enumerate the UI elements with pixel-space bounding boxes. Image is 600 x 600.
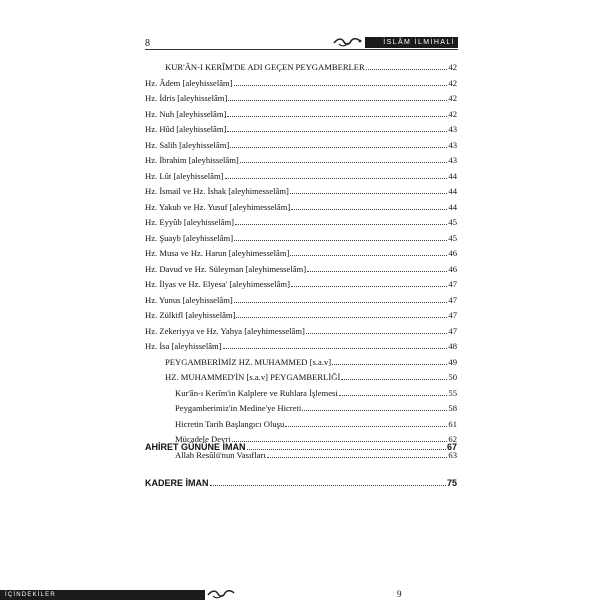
toc-entry [145,151,457,165]
ornament-icon [207,589,235,600]
toc-entry-title: Hz. Yunus [aleyhisselâm] [145,294,233,305]
toc-entry-title: Hz. Davud ve Hz. Süleyman [aleyhimesselâm] [145,263,307,274]
page-number: 8 [145,38,150,49]
toc-entry-page: 47 [448,294,457,305]
toc-entry [175,384,457,398]
toc-entry-title: KUR'ÂN-I KERÎM'DE ADI GEÇEN PEYGAMBERLER [165,62,365,72]
dot-leader [290,193,448,194]
toc-entry-page: 48 [448,341,457,351]
running-header-bar [365,37,458,48]
toc-entry [145,89,457,103]
toc-entry [145,167,457,181]
toc-entry-page: 62 [448,434,457,444]
toc-entry [145,291,457,305]
dot-leader [267,457,448,458]
toc-entry [165,353,457,367]
toc-entry-page: 45 [448,232,457,243]
toc-entry-page: 49 [448,356,457,367]
ornament-icon [333,36,363,48]
toc-entry-title: Hz. Eyyûb [aleyhisselâm] [145,217,235,227]
toc-entry [145,260,457,274]
toc-entry-title: Hz. İlyas ve Hz. Elyesa' [aleyhimesselâm] [145,279,290,289]
toc-entry-page: 63 [448,449,457,460]
dot-leader [225,178,448,179]
toc-entry-title: Peygamberimiz'in Medine'ye Hicreti [175,403,302,413]
dot-leader [339,395,448,396]
footer-running-title: İÇİNDEKİLER [5,592,56,598]
toc-entry-page: 45 [448,217,457,227]
toc-entry-page: 44 [448,170,457,181]
dot-leader [332,364,447,365]
dot-leader [307,271,447,272]
toc-entry-title: Hz. Şuayb [aleyhisselâm] [145,232,234,243]
toc-entry-title: Hz. Hûd [aleyhisselâm] [145,124,227,134]
toc-entry [145,229,457,243]
toc-entry-page: 61 [448,418,457,429]
toc-entry-page: 44 [448,201,457,212]
toc-entry-page: 42 [448,108,457,119]
dot-leader [234,240,447,241]
dot-leader [227,131,447,132]
toc-entry-page: 43 [448,139,457,150]
toc-entry-title: Hz. Yakub ve Hz. Yusuf [aleyhimesselâm] [145,201,291,212]
toc-entry-page: 67 [446,442,457,452]
toc-entry [145,306,457,320]
toc-entry-page: 42 [448,93,457,103]
dot-leader [291,286,447,287]
toc-entry [145,244,457,258]
toc-entry-title: Hz. Musa ve Hz. Harun [aleyhimesselâm] [145,248,290,258]
toc-entry-title: Hz. Salih [aleyhisselâm] [145,139,230,150]
toc-entry-title: HZ. MUHAMMED'İN [s.a.v] PEYGAMBERLİĞİ [165,372,341,382]
toc-entry-page: 46 [448,248,457,258]
toc-entry-page: 43 [448,155,457,165]
toc-entry-title: Hz. İsmail ve Hz. İshak [aleyhimesselâm] [145,186,289,196]
dot-leader [230,147,447,148]
toc-entry-page: 46 [448,263,457,274]
dot-leader [228,100,447,101]
dot-leader [290,255,447,256]
toc-entry-title: Hz. Zekeriyya ve Hz. Yahya [aleyhimesselâm] [145,325,305,336]
toc-entry [145,438,457,452]
dot-leader [210,485,446,486]
dot-leader [236,317,447,318]
dot-leader [234,85,448,86]
dot-leader [235,224,447,225]
toc-entry-title: Kur'ân-ı Kerîm'in Kalplere ve Ruhlara İşlemesi [175,387,338,398]
toc-entry-page: 55 [448,387,457,398]
toc-entry-title: PEYGAMBERİMİZ HZ. MUHAMMED [s.a.v] [165,356,332,367]
toc-entry [145,322,457,336]
running-title: İSLÂM İLMİHALİ [383,39,455,46]
dot-leader [291,209,447,210]
toc-entry-page: 75 [446,478,457,488]
dot-leader [227,116,447,117]
toc-entry-title: Hz. İbrahim [aleyhisselâm] [145,155,239,165]
toc-entry [145,474,457,488]
toc-entry [165,368,457,382]
toc-entry [145,105,457,119]
toc-entry [145,213,457,227]
toc-entry [145,275,457,289]
toc-entry-page: 47 [448,325,457,336]
dot-leader [240,162,448,163]
dot-leader [247,449,446,450]
toc-entry-title: Allah Resûlü'nun Vasıfları [175,449,266,460]
toc-entry-title: Hz. İdris [aleyhisselâm] [145,93,228,103]
toc-entry [165,58,457,72]
toc-entry-title: Hz. Âdem [aleyhisselâm] [145,77,233,88]
header-rule [145,49,458,50]
toc-entry-page: 50 [448,372,457,382]
toc-entry-title: Mücadele Devri [175,434,231,444]
toc-entry-title: Hz. İsa [aleyhisselâm] [145,341,222,351]
toc-entry-title: Hz. Zülkifl [aleyhisselâm] [145,310,236,320]
toc-entry [145,120,457,134]
toc-entry [145,337,457,351]
dot-leader [366,69,448,70]
toc-entry [145,182,457,196]
dot-leader [306,333,448,334]
running-footer-bar [0,590,205,600]
toc-entry-page: 47 [448,310,457,320]
dot-leader [302,410,447,411]
dot-leader [341,379,447,380]
toc-entry-page: 47 [448,279,457,289]
toc-entry [145,136,457,150]
dot-leader [223,348,448,349]
toc-entry [145,74,457,88]
toc-entry [175,399,457,413]
toc-entry-title: Hicretin Tarih Başlangıcı Oluşu [175,418,285,429]
footer-page-number: 9 [397,589,402,599]
toc-entry-title: Hz. Nuh [aleyhisselâm] [145,108,227,119]
toc-entry [175,415,457,429]
toc-entry-title: Hz. Lût [aleyhisselâm] [145,170,224,181]
dot-leader [285,426,447,427]
dot-leader [234,302,448,303]
toc-entry-page: 42 [448,77,457,88]
toc-entry-page: 58 [448,403,457,413]
toc-entry-page: 42 [448,62,457,72]
toc-entry-title: KADERE İMAN [145,478,209,488]
toc-entry-title: AHİRET GÜNÜNE İMAN [145,442,246,452]
toc-entry [145,198,457,212]
toc-entry-page: 44 [448,186,457,196]
toc-entry-page: 43 [448,124,457,134]
